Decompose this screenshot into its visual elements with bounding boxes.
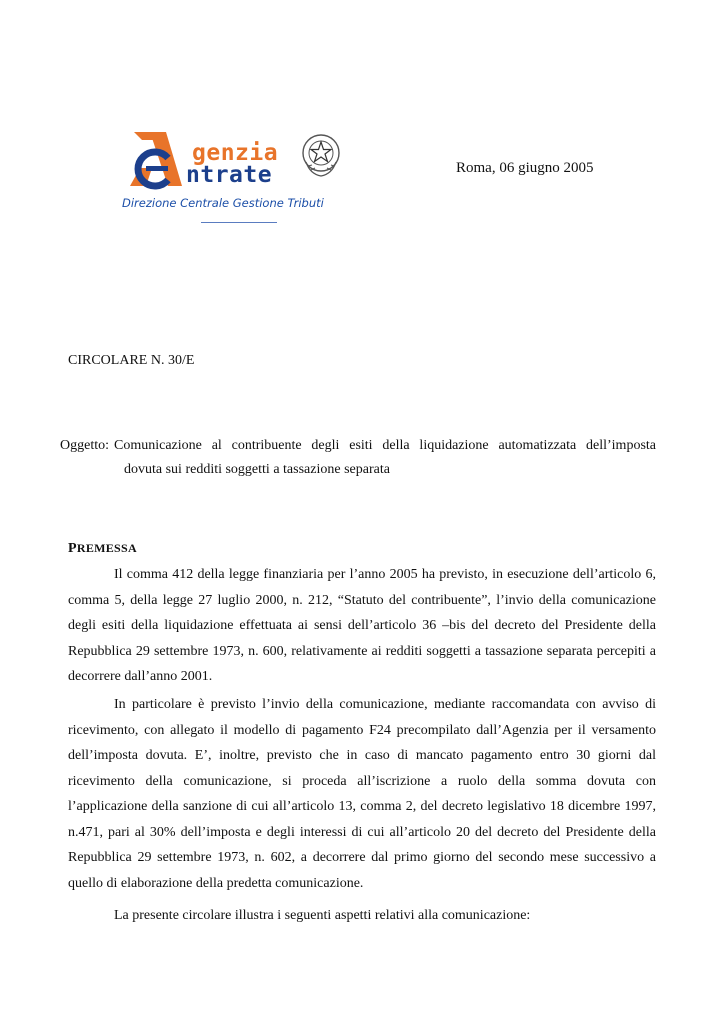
oggetto-text-line1: Comunicazione al contribuente degli esiti della liquidazione automatizzata dell’imposta [114, 438, 656, 453]
section-title-premessa [68, 541, 137, 557]
paragraph-3: La presente circolare illustra i seguenti aspetti relativi alla comunicazione: [114, 908, 531, 923]
logo-a-e-mark-icon [128, 128, 186, 190]
document-date: Roma, 06 giugno 2005 [456, 160, 594, 176]
section-title-initial: P [68, 541, 77, 556]
logo-underline [201, 222, 277, 223]
logo-word-genzia: genzia [192, 140, 279, 166]
section-title-rest: REMESSA [76, 541, 137, 555]
circolare-number: CIRCOLARE N. 30/E [68, 353, 195, 368]
logo-word-ntrate: ntrate [186, 162, 273, 188]
italian-republic-emblem-icon [300, 132, 342, 178]
oggetto-text-line2: dovuta sui redditi soggetti a tassazione separata [124, 462, 390, 477]
department-name: Direzione Centrale Gestione Tributi [122, 196, 324, 210]
oggetto-label: Oggetto: [60, 438, 109, 453]
paragraph-2: In particolare è previsto l’invio della comunicazione, mediante raccomandata con avviso di ricevimento, con allegato il modello di pagamento F24 precompilato dall’Agenzia per il versamento dell’imposta dovuta. E’, inoltre, previsto che in caso di mancato pagamento entro 30 giorni dal ricevimento della comunicazione, si proceda all’iscrizione a ruolo della somma dovuta con l’applicazione della sanzione di cui all’articolo 13, comma 2, del decreto legislativo 18 dicembre 1997, n.471, pari al 30% dell’imposta e degli interessi di cui all’articolo 20 del decreto del Presidente della Repubblica 29 settembre 1973, n. 602, a decorrere dal primo giorno del secondo mese successivo a quello di elaborazione della predetta comunicazione. [68, 697, 656, 891]
agenzia-entrate-logo [122, 128, 353, 228]
paragraph-1: Il comma 412 della legge finanziaria per l’anno 2005 ha previsto, in esecuzione dell’articolo 6, comma 5, della legge 27 luglio 2000, n. 212, “Statuto del contribuente”, l’invio della comunicazione degli esiti della liquidazione effettuata ai sensi dell’articolo 36 –bis del decreto del Presidente della Repubblica 29 settembre 1973, n. 600, relativamente ai redditi soggetti a tassazione separata percepiti a decorrere dall’anno 2001. [68, 567, 656, 684]
